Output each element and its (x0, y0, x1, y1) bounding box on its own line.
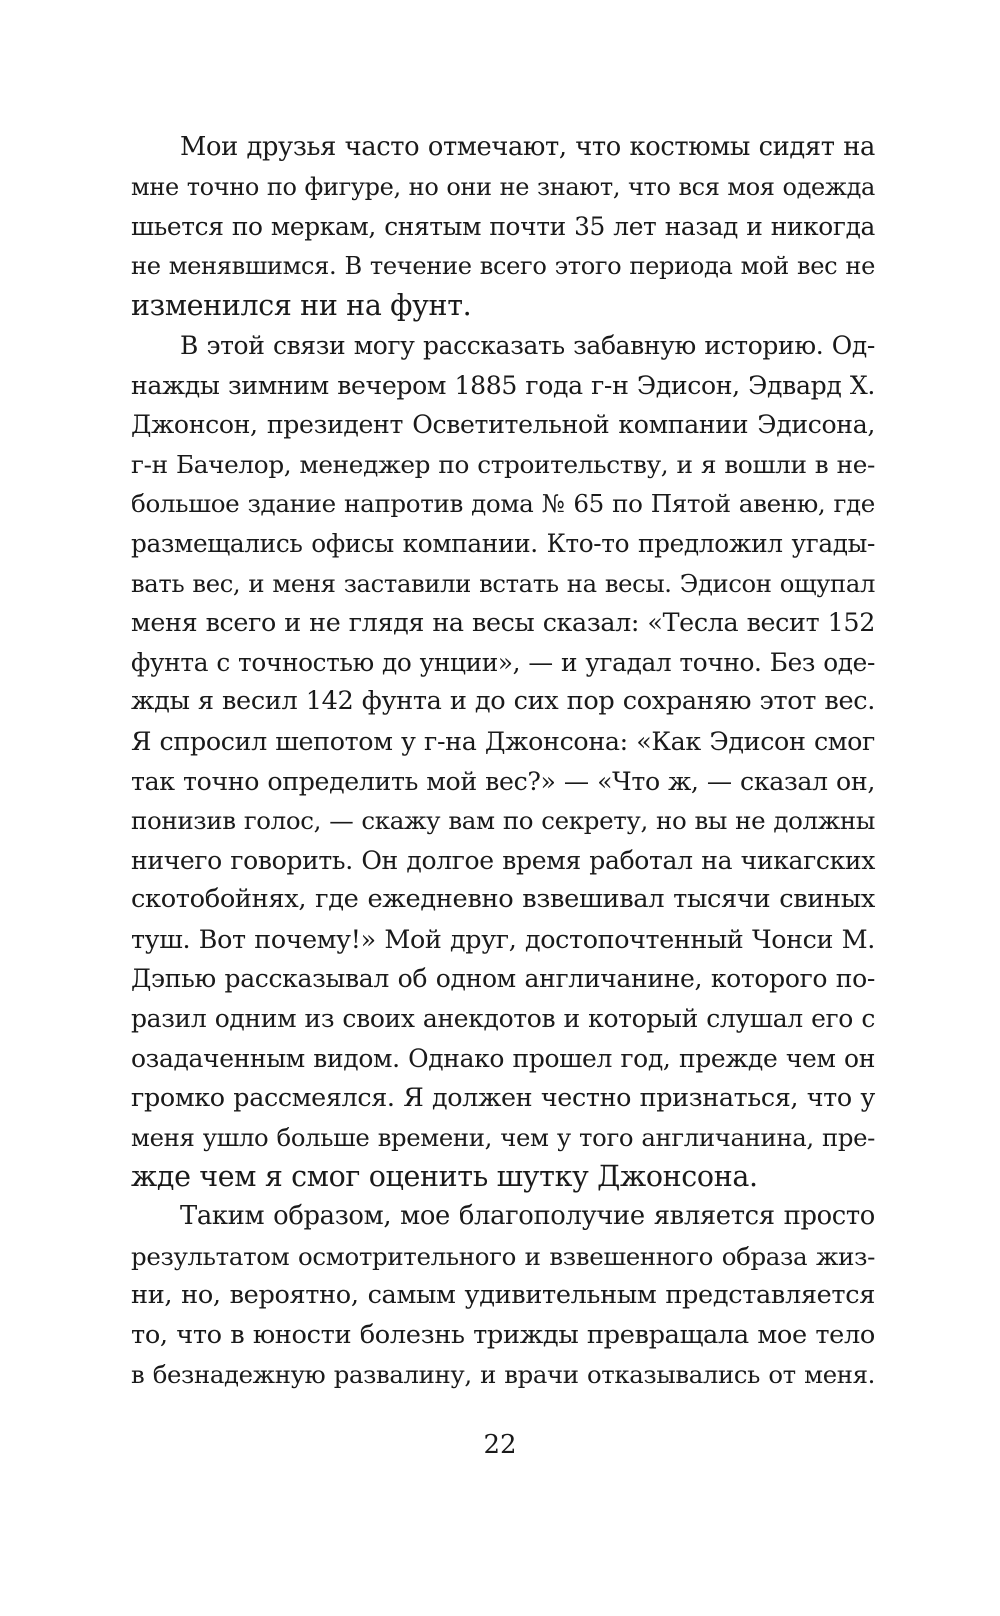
text-line: результатом осмотрительного и взвешенного образа жиз- (131, 1241, 875, 1271)
text-line: разил одним из своих анекдотов и который слушал его с (131, 1004, 875, 1034)
text-line: не менявшимся. В течение всего этого периода мой вес не (131, 251, 875, 280)
text-line: Таким образом, мое благополучие является просто (180, 1201, 875, 1232)
paragraph-3 (131, 1197, 875, 1395)
text-line: громко рассмеялся. Я должен честно признаться, что у (131, 1082, 875, 1113)
text-line: изменился ни на фунт. (131, 289, 472, 323)
text-line: большое здание напротив дома № 65 по Пятой авеню, где (131, 489, 875, 519)
text-line: то, что в юности болезнь трижды превращала мое тело (131, 1319, 875, 1350)
paragraph-2 (131, 326, 875, 1197)
text-line: вать вес, и меня заставили встать на весы. Эдисон ощупал (131, 568, 875, 598)
text-line: г-н Бачелор, менеджер по строительству, и я вошли в не- (131, 449, 875, 479)
text-line: жде чем я смог оценить шутку Джонсона. (131, 1160, 758, 1194)
text-line: меня всего и не глядя на весы сказал: «Тесла весит 152 (131, 607, 875, 638)
text-line: жды я весил 142 фунта и до сих пор сохраняю этот вес. (131, 686, 875, 717)
text-line: шьется по меркам, снятым почти 35 лет назад и никогда (131, 212, 875, 242)
text-line: Мои друзья часто отмечают, что костюмы сидят на (180, 132, 875, 162)
body-text (131, 128, 875, 1395)
text-line: нажды зимним вечером 1885 года г-н Эдисон, Эдвард Х. (131, 370, 875, 400)
text-line: туш. Вот почему!» Мой друг, достопочтенный Чонси М. (131, 923, 875, 954)
text-line: размещались офисы компании. Кто-то предложил угады- (131, 528, 875, 558)
text-line: Я спросил шепотом у г-на Джонсона: «Как Эдисон смог (131, 725, 875, 756)
text-line: В этой связи могу рассказать забавную историю. Од- (180, 330, 875, 360)
text-line: Джонсон, президент Осветительной компании Эдисона, (131, 410, 875, 440)
text-line: мне точно по фигуре, но они не знают, что вся моя одежда (131, 172, 875, 201)
text-line: ни, но, вероятно, самым удивительным представляется (131, 1280, 875, 1311)
text-line: ничего говорить. Он долгое время работал на чикагских (131, 845, 875, 875)
text-line: фунта с точностью до унции», — и угадал точно. Без оде- (131, 647, 875, 677)
text-line: Дэпью рассказывал об одном англичанине, которого по- (131, 964, 875, 994)
text-line: меня ушло больше времени, чем у того англичанина, пре- (131, 1122, 875, 1152)
page-number: 22 (483, 1430, 517, 1460)
text-line: в безнадежную развалину, и врачи отказывались от меня. (131, 1360, 875, 1390)
text-line: озадаченным видом. Однако прошел год, прежде чем он (131, 1043, 875, 1073)
text-line: так точно определить мой вес?» — «Что ж, — сказал он, (131, 766, 875, 796)
text-line: скотобойнях, где ежедневно взвешивал тысячи свиных (131, 884, 875, 915)
text-line: понизив голос, — скажу вам по секрету, но вы не должны (131, 806, 875, 836)
paragraph-1 (131, 128, 875, 326)
